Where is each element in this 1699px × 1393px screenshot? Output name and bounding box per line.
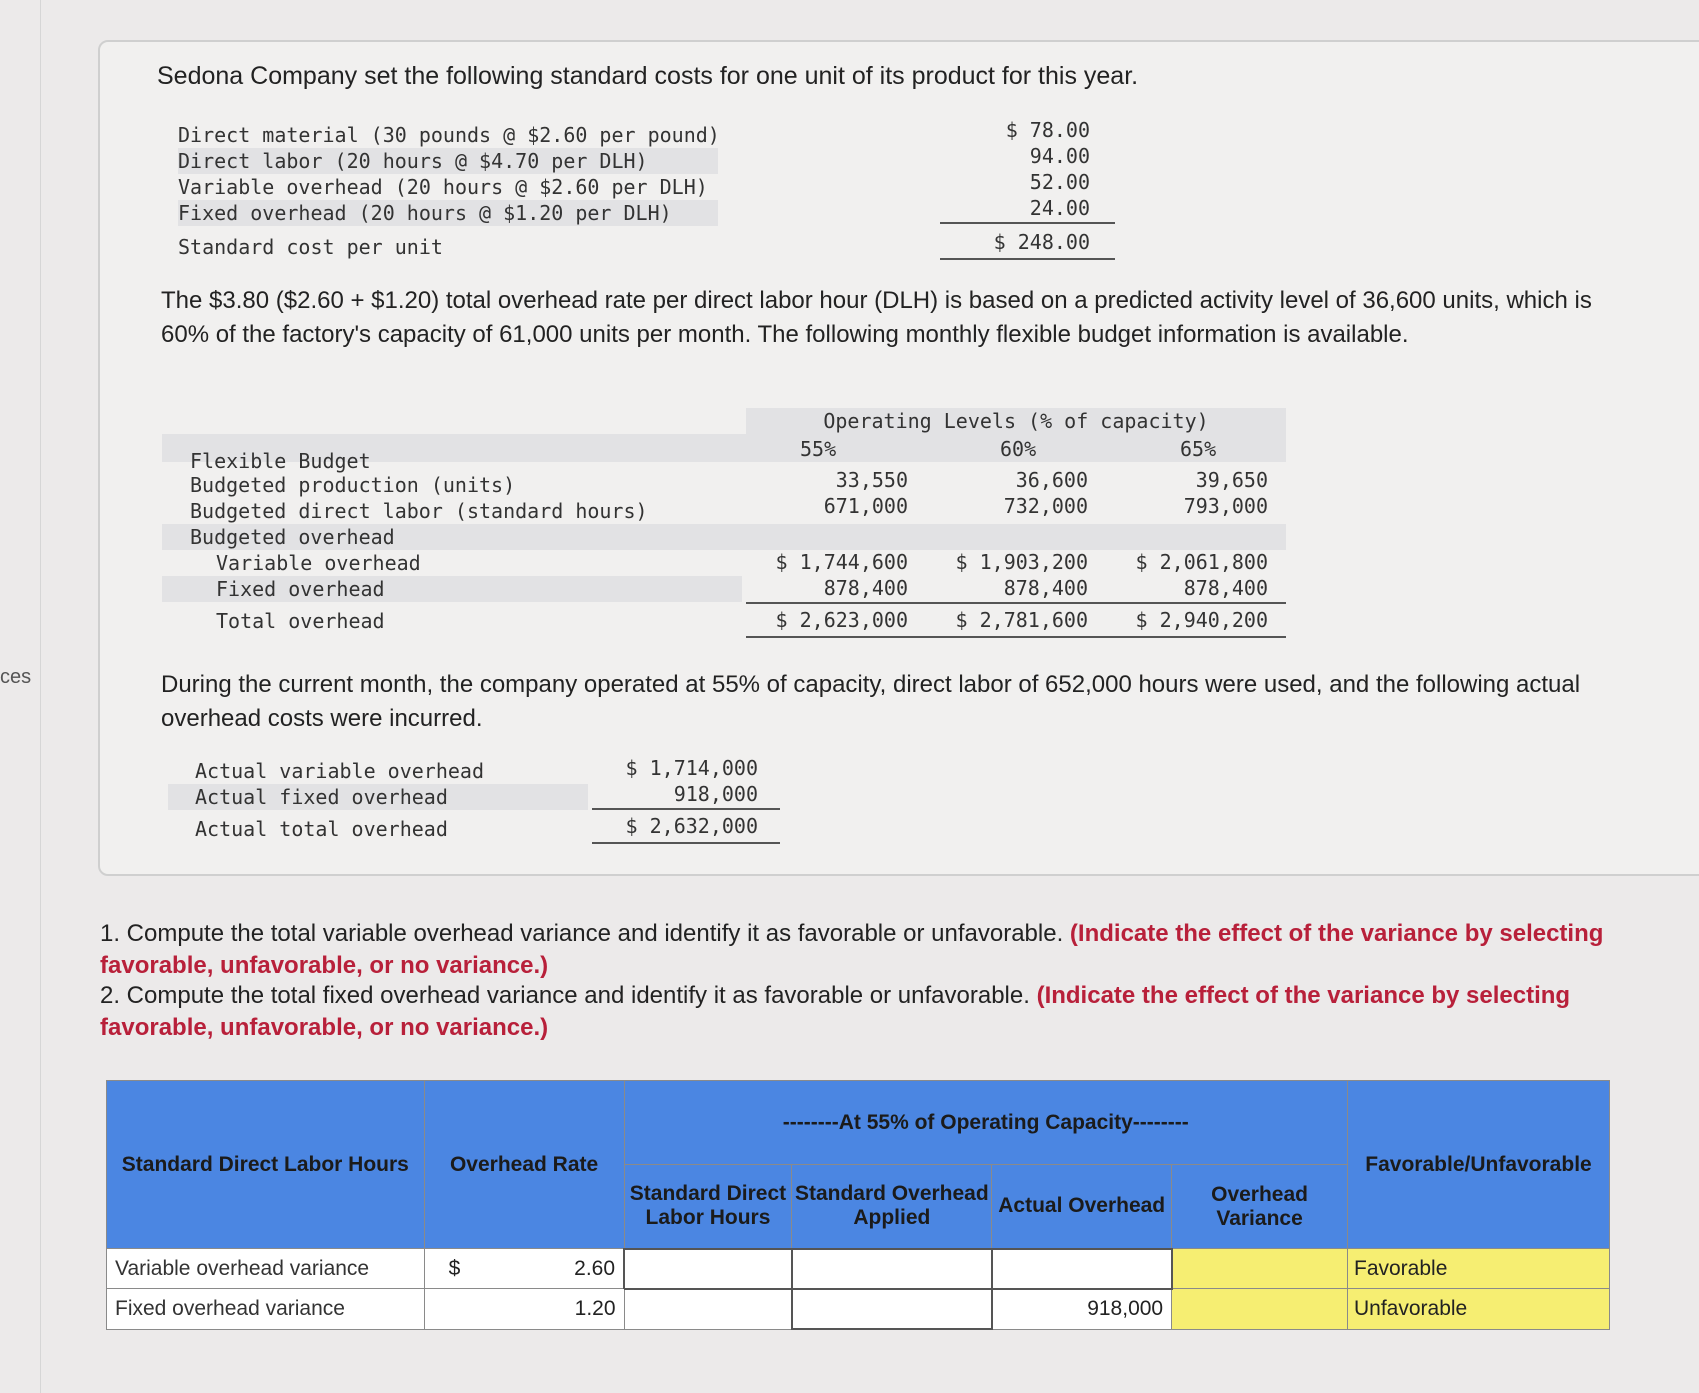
flex-value: 878,400 [1003,576,1088,600]
overhead-variance-variable [1172,1249,1348,1289]
std-overhead-applied-input-fixed[interactable] [792,1289,992,1329]
subtotal-rule [746,602,1286,604]
flex-row-label: Variable overhead [216,551,421,575]
total-rule [746,636,1286,638]
actual-overhead-input-variable[interactable] [992,1249,1172,1289]
std-cost-row: Variable overhead (20 hours @ $2.60 per DLH) [178,175,708,199]
col-header-actual-overhead: Actual Overhead [992,1165,1172,1249]
actual-overhead-fixed: 918,000 [992,1289,1172,1329]
std-cost-row: Direct labor (20 hours @ $4.70 per DLH) [178,148,718,174]
flex-value: $ 1,744,600 [775,550,908,574]
subtotal-rule [592,808,780,810]
side-nav-label[interactable]: ces [0,666,32,688]
question-2: 2. Compute the total fixed overhead variance and identify it as favorable or unfavorable. (Indicate the effect of the variance by selecting favorable, unfavorable, or no variance.) [100,982,1571,1041]
fav-unfav-select-variable[interactable]: Favorable [1348,1249,1610,1289]
std-cost-row: Fixed overhead (20 hours @ $1.20 per DLH) [178,200,718,226]
current-month-paragraph: During the current month, the company operated at 55% of capacity, direct labor of 652,000 hours were used, and the following actual overhead costs were incurred. [161,671,1581,732]
flex-row-label: Fixed overhead [216,577,385,601]
group-header-operating-capacity: --------At 55% of Operating Capacity-------- [624,1081,1347,1165]
flex-value: 39,650 [1195,468,1268,492]
question-1: 1. Compute the total variable overhead variance and identify it as favorable or unfavorable. (Indicate the effect of the variance by selecting favorable, unfavorable, or no variance.) [100,920,1604,979]
actual-value: $ 1,714,000 [625,756,758,780]
std-dlh-cell-fixed [624,1289,792,1329]
fav-unfav-select-fixed[interactable]: Unfavorable [1348,1289,1610,1329]
flex-value: 36,600 [1015,468,1088,492]
flex-row-label: Budgeted production (units) [190,473,516,497]
flex-row-label: Total overhead [216,609,385,633]
level-65: 65% [1180,437,1217,461]
flex-value: $ 2,061,800 [1135,550,1268,574]
flex-value: 793,000 [1183,494,1268,518]
actual-value: 918,000 [673,782,758,806]
level-55: 55% [800,437,837,461]
rate-variable [424,1249,624,1289]
std-cost-row: Direct material (30 pounds @ $2.60 per pound) [178,123,720,147]
flex-value: 732,000 [1003,494,1088,518]
std-cost-value: $ 78.00 [1005,118,1090,142]
std-dlh-input-variable[interactable] [624,1249,792,1289]
rate-value: 1.20 [574,1296,616,1320]
intro-text: Sedona Company set the following standard costs for one unit of its product for this year. [157,62,1139,90]
actual-total-label: Actual total overhead [195,817,448,841]
flex-budget-title: Flexible Budget [190,449,371,473]
flex-row-label: Budgeted overhead [190,525,395,549]
flex-row-label: Budgeted direct labor (standard hours) [190,499,648,523]
flex-value: $ 2,940,200 [1135,608,1268,632]
std-cost-total-value: $ 248.00 [993,230,1090,254]
level-60: 60% [1000,437,1037,461]
variance-answer-table [106,1080,1610,1330]
col-header-overhead-variance: Overhead Variance [1172,1165,1348,1249]
flex-value: $ 2,623,000 [775,608,908,632]
std-overhead-applied-input-variable[interactable] [792,1249,992,1289]
rate-value: 2.60 [574,1257,616,1281]
flex-value: $ 1,903,200 [955,550,1088,574]
side-divider [40,0,41,1393]
std-cost-value: 24.00 [1029,196,1090,220]
operating-levels-header: Operating Levels (% of capacity) [746,408,1286,434]
row-label-fixed: Fixed overhead variance [107,1289,425,1329]
subtotal-rule [940,222,1115,224]
currency-symbol: $ [448,1257,461,1281]
col-header-overhead-rate: Overhead Rate [424,1081,624,1249]
std-cost-value: 52.00 [1029,170,1090,194]
col-header-std-dlh-2: Standard Direct Labor Hours [624,1165,792,1249]
col-header-fav-unfav: Favorable/Unfavorable [1348,1081,1610,1249]
flex-value: 878,400 [823,576,908,600]
col-header-std-overhead-applied: Standard Overhead Applied [792,1165,992,1249]
overhead-variance-fixed [1172,1289,1348,1329]
col-header-std-dlh: Standard Direct Labor Hours [107,1081,425,1249]
actual-total-value: $ 2,632,000 [625,814,758,838]
flex-value: 671,000 [823,494,908,518]
overhead-rate-paragraph: The $3.80 ($2.60 + $1.20) total overhead rate per direct labor hour (DLH) is based on a predicted activity level of 36,600 units, which is 60% of the factory's capacity of 61,000 units per month. The following monthly flexible budget information is available. [161,287,1592,348]
row-label-variable: Variable overhead variance [107,1249,425,1289]
std-cost-value: 94.00 [1029,144,1090,168]
total-rule [940,258,1115,260]
question-1-instructions: (Indicate the effect of the variance by selecting favorable, unfavorable, or no variance.) [100,920,1604,979]
flex-value: 33,550 [835,468,908,492]
question-2-instructions: (Indicate the effect of the variance by selecting favorable, unfavorable, or no variance.) [100,982,1571,1041]
actual-row-label: Actual variable overhead [195,759,484,783]
actual-row-label: Actual fixed overhead [195,785,448,809]
std-cost-total-label: Standard cost per unit [178,235,443,259]
flex-value: $ 2,781,600 [955,608,1088,632]
rate-fixed [424,1289,624,1329]
total-rule [592,842,780,844]
flex-value: 878,400 [1183,576,1268,600]
